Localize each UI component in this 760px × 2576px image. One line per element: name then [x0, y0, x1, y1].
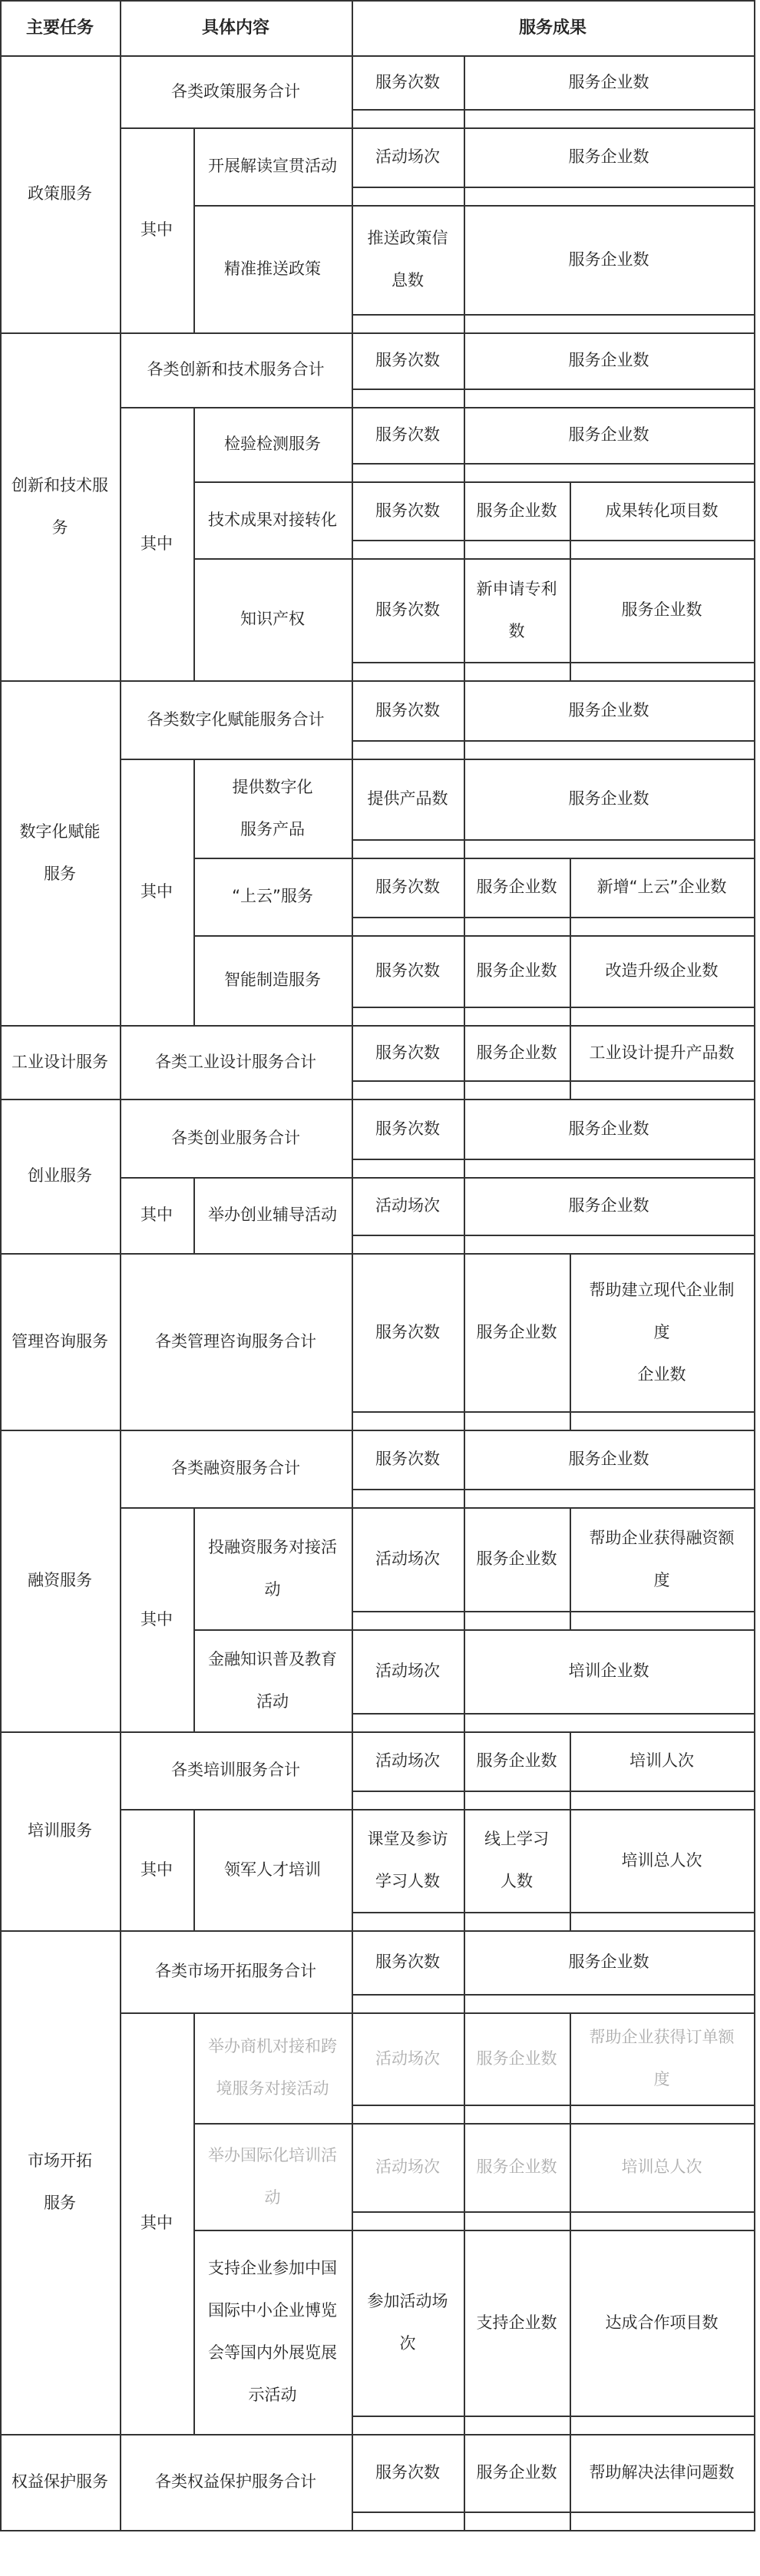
table-rule: [352, 2434, 353, 2531]
header-main-task: 主要任务: [25, 18, 94, 38]
market-sub2-result-2: 服务企业数: [476, 2158, 557, 2176]
market-sub3-label: 支持企业参加中国 国际中小企业博览 会等国内外展览展 示活动: [208, 2259, 337, 2404]
digital-total-label: 各类数字化赋能服务合计: [147, 709, 325, 729]
digital-sub1-label: 提供数字化 服务产品: [232, 777, 313, 838]
table-rule: [464, 2012, 465, 2125]
policy-sub2-label: 精准推送政策: [224, 259, 321, 278]
finance-sub2-result-1: 活动场次: [375, 1662, 440, 1680]
training-sub1-label: 领军人才培训: [224, 1860, 321, 1879]
result-subrow-rule: [352, 2416, 755, 2417]
design-total-result-3: 工业设计提升产品数: [589, 1043, 735, 1062]
result-subrow-rule: [352, 1994, 755, 1996]
startup-total-result-1: 服务次数: [375, 1119, 440, 1138]
result-subrow-rule: [352, 1912, 755, 1913]
training-sub1-result-1: 课堂及参访 学习人数: [367, 1830, 448, 1890]
table-rule: [570, 2434, 571, 2531]
table-rule: [464, 1809, 465, 1932]
table-rule: [464, 1930, 465, 2014]
innovation-task-label: 创新和技术服 务: [12, 475, 108, 537]
training-sub1-result-2: 线上学习 人数: [484, 1830, 549, 1890]
market-sub3-result-3: 达成合作项目数: [605, 2313, 719, 2332]
market-sub2-result-1: 活动场次: [375, 2158, 440, 2176]
result-subrow-rule: [352, 314, 755, 316]
training-task-label: 培训服务: [28, 1821, 92, 1840]
table-rule: [464, 407, 465, 483]
finance-sub1-label: 投融资服务对接活 动: [208, 1537, 337, 1599]
result-subrow-rule: [352, 1007, 755, 1008]
consult-task-label: 管理咨询服务: [12, 1331, 108, 1351]
result-subrow-rule: [352, 1235, 755, 1236]
table-rule: [464, 2434, 465, 2531]
training-qizhong-label: 其中: [140, 1860, 173, 1879]
finance-total-result-1: 服务次数: [375, 1450, 440, 1468]
table-rule: [352, 2230, 353, 2435]
innovation-sub2-result-3: 成果转化项目数: [605, 501, 719, 520]
innovation-sub2-result-1: 服务次数: [375, 501, 440, 520]
design-total-result-1: 服务次数: [375, 1043, 440, 1062]
market-task-label: 市场开拓 服务: [28, 2151, 92, 2212]
finance-sub1-result-3: 帮助企业获得融资额 度: [589, 1528, 735, 1589]
table-rule: [352, 1731, 353, 1810]
result-subrow-rule: [352, 2211, 755, 2213]
policy-sub1-result-2: 服务企业数: [568, 147, 649, 166]
training-total-result-2: 服务企业数: [476, 1751, 557, 1770]
table-rule: [352, 332, 353, 408]
table-rule: [464, 481, 465, 560]
result-subrow-rule: [352, 463, 755, 465]
result-subrow-rule: [352, 1611, 755, 1612]
training-sub1-result-3: 培训总人次: [621, 1850, 702, 1870]
startup-total-label: 各类创业服务合计: [171, 1128, 300, 1147]
table-rule: [352, 1099, 353, 1179]
startup-total-result-2: 服务企业数: [568, 1119, 649, 1138]
policy-sub1-label: 开展解读宣贯活动: [208, 157, 337, 175]
table-rule: [352, 1025, 353, 1100]
table-rule: [464, 55, 465, 129]
market-sub3-result-2: 支持企业数: [476, 2313, 557, 2332]
consult-total-result-1: 服务次数: [375, 1322, 440, 1341]
market-sub2-label: 举办国际化培训活 动: [208, 2145, 337, 2207]
table-rule: [352, 1430, 353, 1509]
result-subrow-rule: [352, 187, 755, 188]
innovation-sub1-result-2: 服务企业数: [568, 425, 649, 444]
market-qizhong-label: 其中: [140, 2214, 173, 2232]
header-content: 具体内容: [201, 18, 269, 38]
table-rule: [464, 935, 465, 1027]
rights-total-label: 各类权益保护服务合计: [155, 2472, 316, 2491]
table-rule: [352, 1809, 353, 1932]
consult-total-label: 各类管理咨询服务合计: [155, 1331, 316, 1351]
table-rule: [352, 2123, 353, 2231]
policy-total-result-2: 服务企业数: [568, 72, 649, 91]
startup-sub1-result-1: 活动场次: [375, 1196, 440, 1215]
market-sub1-label: 举办商机对接和跨 境服务对接活动: [208, 2037, 337, 2098]
table-rule: [464, 127, 465, 207]
result-subrow-rule: [352, 109, 755, 111]
result-subrow-rule: [352, 1791, 755, 1792]
market-total-result-1: 服务次数: [375, 1953, 440, 1971]
policy-total-result-1: 服务次数: [375, 72, 440, 91]
policy-sub2-result-1: 推送政策信 息数: [367, 229, 448, 289]
table-rule: [570, 1253, 571, 1431]
policy-sub2-result-2: 服务企业数: [568, 250, 649, 269]
digital-sub2-result-2: 服务企业数: [476, 878, 557, 896]
startup-task-label: 创业服务: [28, 1166, 92, 1185]
table-rule: [352, 1930, 353, 2014]
market-total-label: 各类市场开拓服务合计: [155, 1962, 316, 1980]
innovation-qizhong-label: 其中: [140, 534, 173, 553]
table-rule: [464, 1025, 465, 1100]
innovation-sub1-result-1: 服务次数: [375, 425, 440, 444]
startup-sub1-label: 举办创业辅导活动: [208, 1205, 337, 1224]
policy-task-label: 政策服务: [28, 184, 92, 203]
result-subrow-rule: [352, 389, 755, 390]
policy-qizhong-label: 其中: [140, 220, 173, 239]
design-total-label: 各类工业设计服务合计: [155, 1052, 316, 1071]
table-rule: [570, 1731, 571, 1810]
market-total-result-2: 服务企业数: [568, 1953, 649, 1971]
result-subrow-rule: [352, 839, 755, 841]
digital-sub3-result-1: 服务次数: [375, 961, 440, 980]
innovation-sub3-result-2: 新申请专利 数: [476, 579, 557, 640]
result-subrow-rule: [352, 917, 755, 918]
market-sub1-result-3: 帮助企业获得订单额 度: [589, 2028, 735, 2088]
finance-task-label: 融资服务: [28, 1571, 92, 1589]
innovation-sub1-label: 检验检测服务: [224, 435, 321, 453]
table-rule: [464, 332, 465, 408]
innovation-total-result-1: 服务次数: [375, 351, 440, 369]
digital-task-label: 数字化赋能 服务: [19, 822, 101, 883]
table-rule: [570, 2012, 571, 2125]
digital-sub3-label: 智能制造服务: [224, 971, 321, 989]
table-rule: [570, 481, 571, 560]
table-rule: [570, 935, 571, 1027]
table-rule: [464, 1099, 465, 1179]
digital-sub1-result-2: 服务企业数: [568, 789, 649, 808]
table-rule: [464, 1430, 465, 1509]
result-subrow-rule: [352, 2512, 755, 2513]
table-rule: [352, 407, 353, 483]
table-rule: [464, 2123, 465, 2231]
training-total-result-3: 培训人次: [629, 1751, 694, 1770]
digital-total-result-2: 服务企业数: [568, 700, 649, 719]
table-top-border: [0, 0, 755, 2]
result-subrow-rule: [352, 2105, 755, 2106]
rights-section-bottom: [0, 2530, 755, 2531]
innovation-sub3-result-1: 服务次数: [375, 600, 440, 619]
rights-total-result-2: 服务企业数: [476, 2463, 557, 2482]
policy-sub1-result-1: 活动场次: [375, 147, 440, 166]
table-rule: [352, 935, 353, 1027]
finance-sub1-result-1: 活动场次: [375, 1549, 440, 1568]
market-sub1-result-1: 活动场次: [375, 2049, 440, 2068]
innovation-sub2-result-2: 服务企业数: [476, 501, 557, 520]
table-rule: [464, 1731, 465, 1810]
table-rule: [570, 1025, 571, 1100]
table-rule: [352, 680, 353, 760]
digital-sub2-label: “上云”服务: [232, 887, 313, 905]
innovation-sub2-label: 技术成果对接转化: [208, 510, 337, 529]
training-total-label: 各类培训服务合计: [171, 1761, 300, 1779]
result-subrow-rule: [352, 1080, 755, 1082]
result-subrow-rule: [352, 1159, 755, 1160]
table-rule: [352, 481, 353, 560]
table-rule: [570, 858, 571, 937]
innovation-total-label: 各类创新和技术服务合计: [147, 360, 325, 379]
market-sub1-result-2: 服务企业数: [476, 2049, 557, 2068]
table-rule: [464, 1629, 465, 1733]
digital-sub3-result-2: 服务企业数: [476, 961, 557, 980]
table-rule: [352, 55, 353, 129]
table-rule: [464, 1253, 465, 1431]
finance-qizhong-label: 其中: [140, 1609, 173, 1629]
result-subrow-rule: [352, 540, 755, 541]
table-rule: [464, 858, 465, 937]
digital-sub2-result-3: 新增“上云”企业数: [596, 878, 727, 896]
table-rule: [464, 680, 465, 760]
rights-total-result-1: 服务次数: [375, 2463, 440, 2482]
policy-total-label: 各类政策服务合计: [171, 81, 300, 101]
table-rule: [352, 1629, 353, 1733]
finance-sub2-result-2: 培训企业数: [568, 1662, 649, 1680]
design-total-result-2: 服务企业数: [476, 1043, 557, 1062]
consult-total-result-3: 帮助建立现代企业制 度 企业数: [589, 1280, 735, 1384]
table-rule: [352, 127, 353, 207]
innovation-sub3-label: 知识产权: [240, 610, 305, 628]
table-rule: [352, 759, 353, 859]
table-rule: [570, 2230, 571, 2435]
service-table: [3, 3, 757, 2573]
result-subrow-rule: [352, 1713, 755, 1715]
table-rule: [464, 759, 465, 859]
result-subrow-rule: [352, 740, 755, 742]
digital-sub2-result-1: 服务次数: [375, 878, 440, 896]
startup-qizhong-label: 其中: [140, 1205, 173, 1224]
table-rule: [352, 1253, 353, 1431]
design-task-label: 工业设计服务: [12, 1052, 108, 1071]
finance-total-result-2: 服务企业数: [568, 1450, 649, 1468]
market-sub3-result-1: 参加活动场 次: [367, 2292, 448, 2353]
finance-sub2-label: 金融知识普及教育 活动: [208, 1649, 337, 1711]
digital-total-result-1: 服务次数: [375, 700, 440, 719]
innovation-total-result-2: 服务企业数: [568, 351, 649, 369]
finance-sub1-result-2: 服务企业数: [476, 1549, 557, 1568]
digital-qizhong-label: 其中: [140, 882, 173, 901]
table-rule: [570, 1809, 571, 1932]
table-rule: [352, 2012, 353, 2125]
result-subrow-rule: [352, 662, 755, 663]
table-right-border: [754, 0, 755, 2531]
market-sub2-result-3: 培训总人次: [621, 2158, 702, 2176]
rights-total-result-3: 帮助解决法律问题数: [589, 2463, 735, 2482]
table-rule: [352, 1177, 353, 1255]
finance-total-label: 各类融资服务合计: [171, 1459, 300, 1477]
consult-total-result-2: 服务企业数: [476, 1322, 557, 1341]
training-total-result-1: 活动场次: [375, 1751, 440, 1770]
rights-task-label: 权益保护服务: [12, 2472, 108, 2491]
header-results: 服务成果: [518, 18, 587, 38]
digital-sub3-result-3: 改造升级企业数: [605, 961, 719, 980]
result-subrow-rule: [352, 1411, 755, 1413]
innovation-sub3-result-3: 服务企业数: [621, 600, 702, 619]
result-subrow-rule: [352, 1489, 755, 1490]
table-rule: [464, 2230, 465, 2435]
table-rule: [352, 858, 353, 937]
digital-sub1-result-1: 提供产品数: [367, 789, 448, 808]
table-rule: [570, 2123, 571, 2231]
table-rule: [464, 1177, 465, 1255]
startup-sub1-result-2: 服务企业数: [568, 1196, 649, 1215]
